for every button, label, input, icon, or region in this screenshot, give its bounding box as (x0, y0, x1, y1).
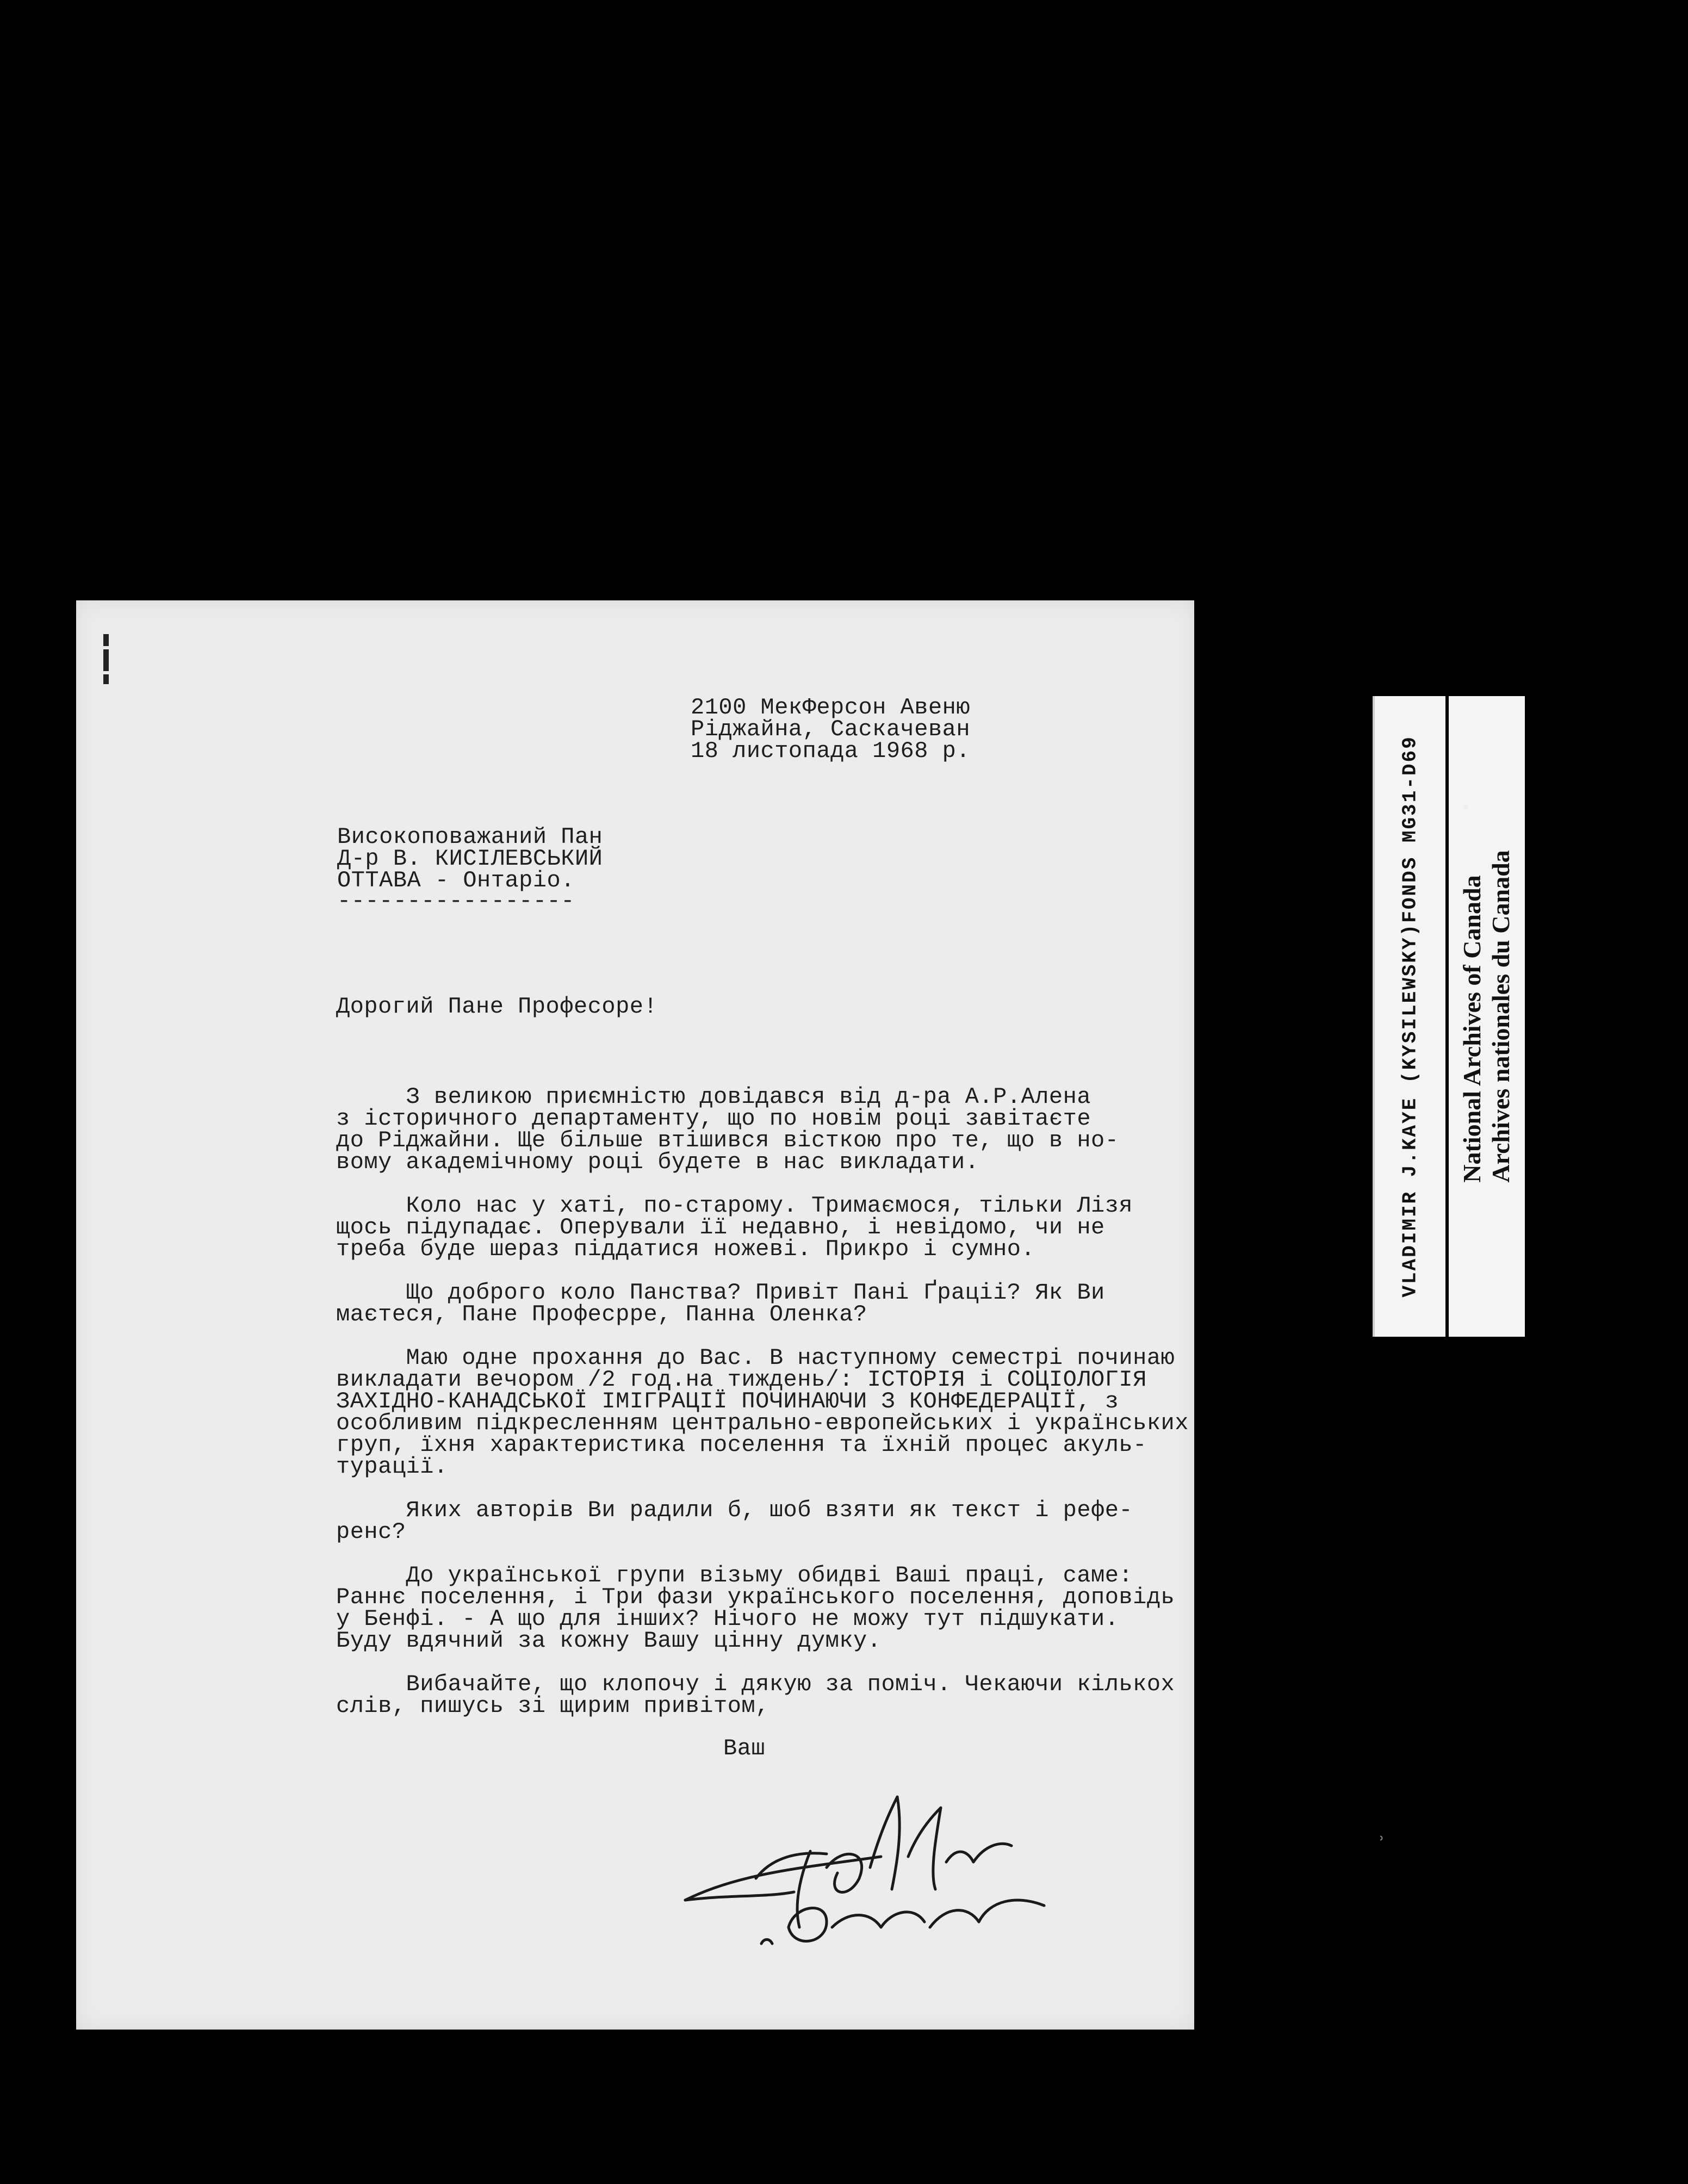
fonds-text: VLADIMIR J.KAYE (KYSILEWSKY)FONDS MG31-D69 (1399, 735, 1422, 1298)
body-line: ЗАХІДНО-КАНАДСЬКОЇ ІМІГРАЦІЇ ПОЧИНАЮЧИ З КОНФЕДЕРАЦІЇ, з (336, 1388, 1119, 1414)
body-line: у Бенфі. - А що для інших? Нічого не можу тут підшукати. (336, 1606, 1119, 1632)
archives-text (1458, 850, 1516, 1182)
body-line: до Ріджайни. Ще більше втішився вісткою про те, що в но- (336, 1127, 1119, 1153)
body-line: турації. (336, 1454, 448, 1480)
body-line: ренс? (336, 1519, 406, 1545)
recipient-line: Високоповажаний Пан (337, 824, 603, 850)
body-line: Що доброго коло Панства? Привіт Пані Ґраціі? Як Ви (336, 1280, 1105, 1306)
address-line: Ріджайна, Саскачеван (691, 716, 971, 742)
body-line: особливим підкресленням центрально-европейських і українських (336, 1410, 1189, 1436)
fonds-label (1373, 696, 1445, 1337)
body-line: Коло нас у хаті, по-старому. Тримаємося, тільки Лізя (336, 1193, 1133, 1219)
archives-name-french: Archives nationales du Canada (1487, 850, 1515, 1183)
letter-sheet (76, 600, 1194, 2030)
body-line: слів, пишусь зі щирим привітом, (336, 1693, 769, 1719)
body-line: викладати вечором /2 год.на тиждень/: ІСТОРІЯ і СОЦІОЛОГІЯ (336, 1367, 1147, 1393)
body-line: З великою приємністю довідався від д-ра А.Р.Алена (336, 1084, 1091, 1110)
recipient-underline: ----------------- (337, 888, 575, 914)
body-line: щось підупадає. Оперували її недавно, і невідомо, чи не (336, 1214, 1105, 1240)
body-line: До української групи візьму обидві Ваші праці, саме: (336, 1562, 1133, 1589)
body-line: груп, їхня характеристика поселення та їхній процес акуль- (336, 1432, 1147, 1458)
body-line: вому академічному році будете в нас викладати. (336, 1149, 979, 1175)
body-line: Раннє поселення, і Три фази українського поселення, доповідь (336, 1584, 1175, 1610)
recipient-line: ОТТАВА - Онтаріо. (337, 867, 575, 894)
closing: Ваш (723, 1735, 766, 1761)
address-line: 2100 МекФерсон Авеню (691, 694, 971, 721)
archives-label (1449, 696, 1525, 1337)
archives-name-english: National Archives of Canada (1458, 875, 1486, 1183)
body-line: треба буде шераз піддатися ножеві. Прикро і сумно. (336, 1236, 1035, 1262)
label-speck (1464, 805, 1468, 809)
body-line: маєтеся, Пане Професрре, Панна Оленка? (336, 1301, 867, 1327)
body-line: Маю одне прохання до Вас. В наступному семестрі починаю (336, 1345, 1175, 1371)
recipient-line: Д-р В. КИСІЛЕВСЬКИЙ (337, 846, 603, 872)
handwritten-signature (663, 1764, 1099, 1971)
letter-date: 18 листопада 1968 р. (691, 738, 971, 764)
body-line: з історичного департаменту, що по новім році завітаєте (336, 1106, 1091, 1132)
salutation: Дорогий Пане Професоре! (336, 994, 658, 1020)
body-line: Яких авторів Ви радили б, шоб взяти як текст і рефе- (336, 1497, 1133, 1523)
punch-hole-mark (103, 631, 111, 696)
body-line: Вибачайте, що клопочу і дякую за поміч. Чекаючи кількох (336, 1671, 1175, 1697)
film-speck: ʾ (1379, 1833, 1385, 1854)
body-line: Буду вдячний за кожну Вашу цінну думку. (336, 1628, 882, 1654)
